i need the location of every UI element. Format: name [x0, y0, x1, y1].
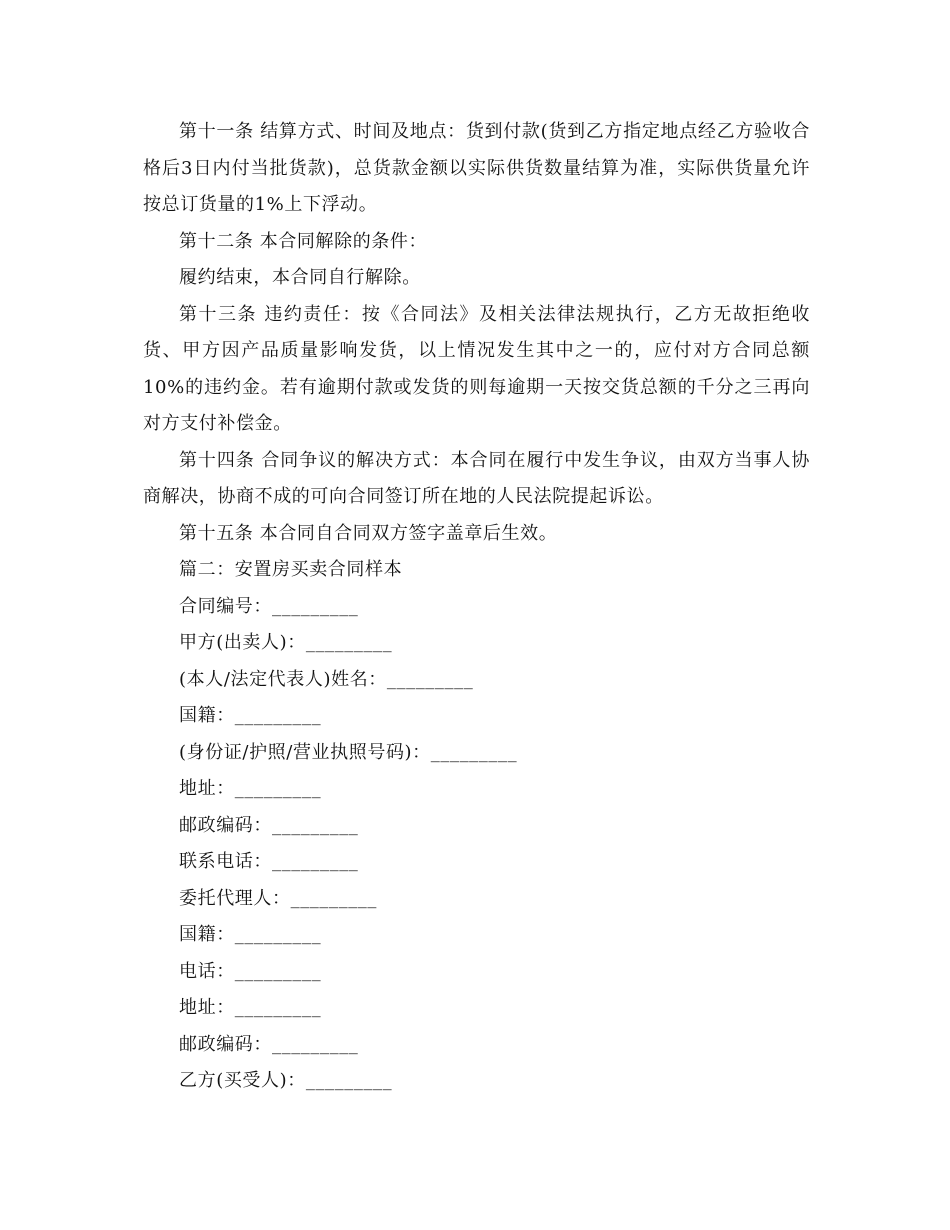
document-page — [143, 114, 810, 1100]
field-party-a: 甲方(出卖人)：_________ — [179, 632, 393, 653]
article-11: 第十一条 结算方式、时间及地点：货到付款(货到乙方指定地点经乙方验收合格后3日内付当批货款)，总货款金额以实际供货数量结算为准，实际供货量允许按总订货量的1%上下浮动。 — [143, 121, 810, 215]
field-agent-address: 地址：_________ — [179, 997, 322, 1018]
field-agent-postcode: 邮政编码：_________ — [179, 1033, 359, 1055]
section-title: 篇二：安置房买卖合同样本 — [179, 559, 403, 580]
article-13: 第十三条 违约责任：按《合同法》及相关法律法规执行，乙方无故拒绝收货、甲方因产品质量影响发货，以上情况发生其中之一的，应付对方合同总额10%的违约金。若有逾期付款或发货的则每逾期一天按交货总额的千分之三再向对方支付补偿金。 — [143, 303, 810, 434]
article-14: 第十四条 合同争议的解决方式：本合同在履行中发生争议，由双方当事人协商解决，协商不成的可向合同签订所在地的人民法院提起诉讼。 — [143, 449, 810, 507]
field-party-a-name: (本人/法定代表人)姓名：_________ — [179, 668, 474, 690]
article-12: 第十二条 本合同解除的条件： — [179, 230, 428, 252]
field-party-a-nationality: 国籍：_________ — [179, 705, 322, 726]
field-party-b: 乙方(买受人)：_________ — [179, 1070, 393, 1091]
field-agent: 委托代理人：_________ — [179, 887, 377, 909]
field-contract-number: 合同编号：_________ — [179, 595, 359, 617]
field-party-a-postcode: 邮政编码：_________ — [179, 814, 359, 836]
article-15: 第十五条 本合同自合同双方签字盖章后生效。 — [179, 522, 558, 544]
article-12-detail: 履约结束，本合同自行解除。 — [179, 267, 421, 288]
field-party-a-phone: 联系电话：_________ — [179, 851, 359, 872]
field-agent-phone: 电话：_________ — [179, 960, 322, 982]
field-party-a-id-number: (身份证/护照/营业执照号码)：_________ — [179, 741, 518, 763]
field-agent-nationality: 国籍：_________ — [179, 924, 322, 945]
field-party-a-address: 地址：_________ — [179, 778, 322, 799]
